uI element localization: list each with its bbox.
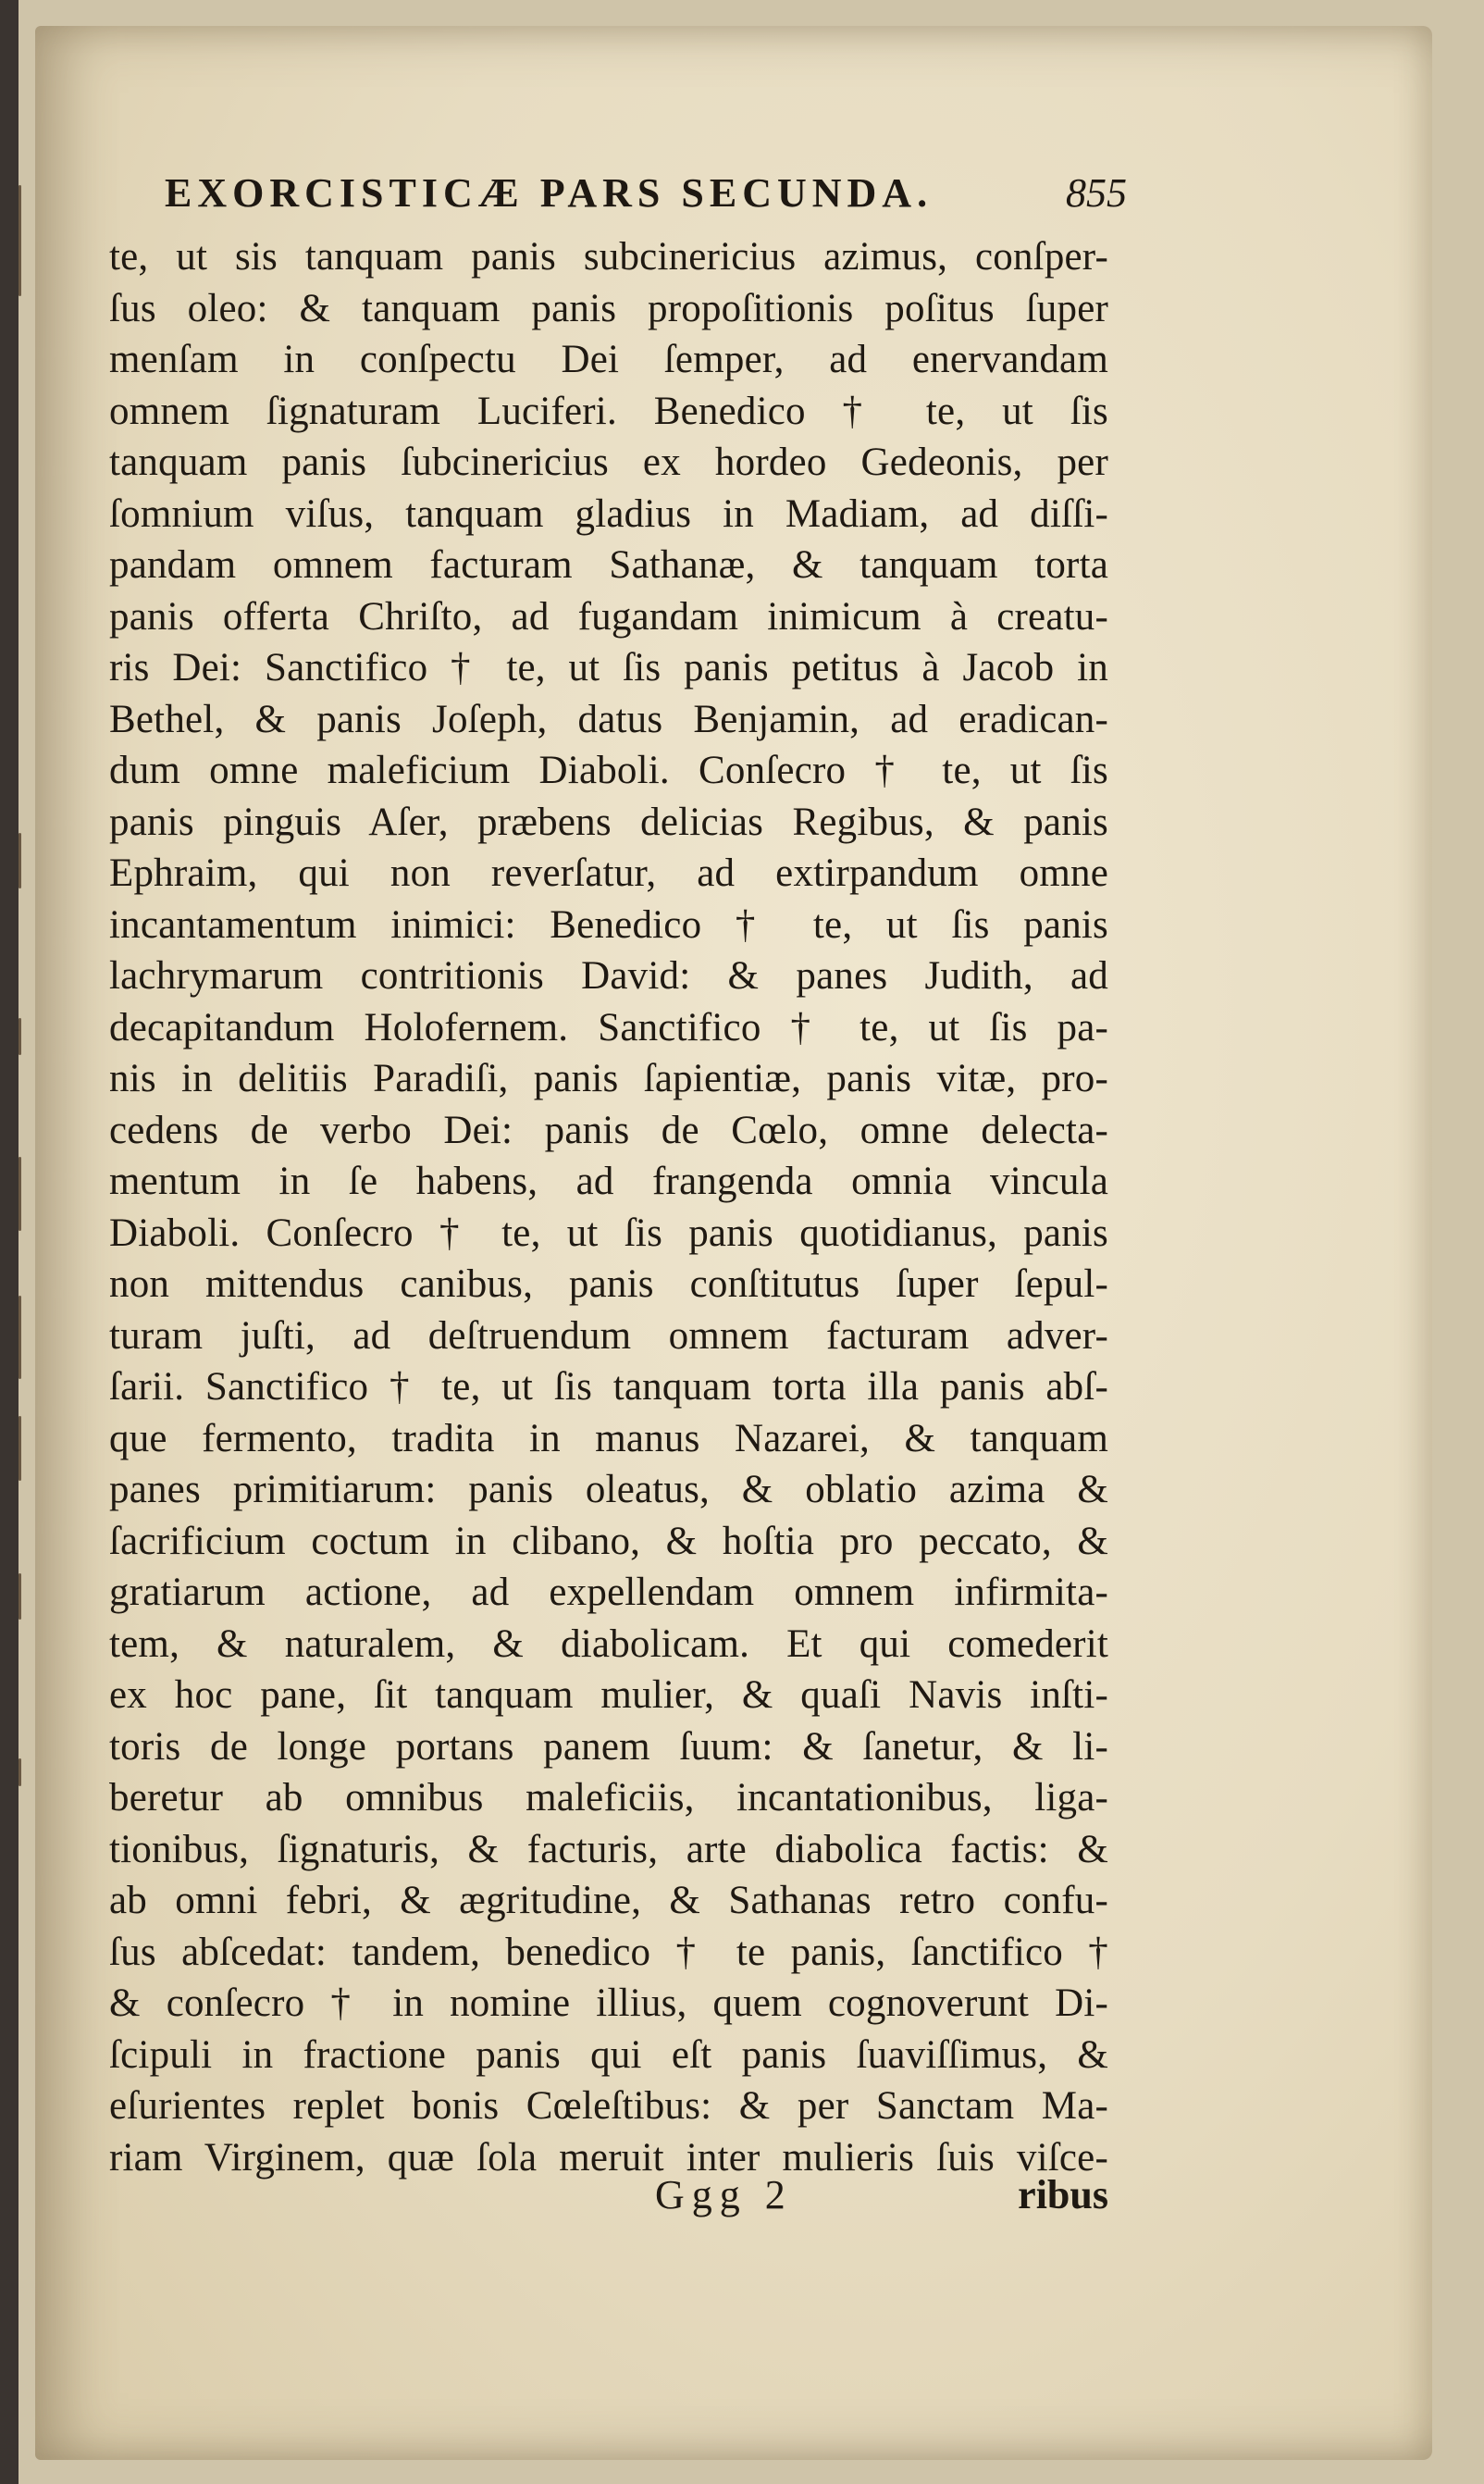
text-line: ſus abſcedat: tandem, benedico † te panis, ſanctifico † — [109, 1930, 1108, 1974]
text-line: incantamentum inimici: Benedico † te, ut ſis panis — [109, 902, 1108, 947]
text-line: nis in delitiis Paradiſi, panis ſapientiæ, panis vitæ, pro- — [109, 1057, 1108, 1100]
catchword: ribus — [1018, 2172, 1108, 2217]
page-header — [165, 165, 1127, 220]
text-line: Ephraim, qui non reverſatur, ad extirpandum omne — [109, 851, 1108, 895]
text-line: beretur ab omnibus maleficiis, incantationibus, liga- — [109, 1776, 1108, 1820]
text-line: ſus oleo: & tanquam panis propoſitionis poſitus ſuper — [109, 286, 1108, 330]
text-line: non mittendus canibus, panis conſtitutus ſuper ſepul- — [109, 1262, 1108, 1306]
text-line: ab omni febri, & ægritudine, & Sathanas retro confu- — [109, 1879, 1108, 1922]
text-line: tionibus, ſignaturis, & facturis, arte diabolica factis: & — [109, 1827, 1108, 1871]
text-line: tem, & naturalem, & diabolicam. Et qui comederit — [109, 1621, 1108, 1666]
text-line: pandam omnem facturam Sathanæ, & tanquam torta — [109, 543, 1108, 587]
text-line: ſarii. Sanctifico † te, ut ſis tanquam torta illa panis abſ- — [109, 1365, 1108, 1409]
text-line: te, ut sis tanquam panis subcinericius azimus, conſper- — [109, 235, 1108, 279]
text-line: toris de longe portans panem ſuum: & ſanetur, & li- — [109, 1724, 1108, 1769]
margin-marks — [13, 185, 31, 2221]
text-line: Bethel, & panis Joſeph, datus Benjamin, ad eradican- — [109, 697, 1108, 741]
text-line: riam Virginem, quæ ſola meruit inter mulieris ſuis viſce- — [109, 2135, 1108, 2180]
text-line: lachrymarum contritionis David: & panes Judith, ad — [109, 954, 1108, 998]
signature-mark: Ggg 2 — [655, 2172, 793, 2217]
text-line: panis pinguis Aſer, præbens delicias Regibus, & panis — [109, 800, 1108, 844]
text-line: ris Dei: Sanctifico † te, ut ſis panis petitus à Jacob in — [109, 646, 1108, 689]
text-line: eſurientes replet bonis Cœleſtibus: & per Sanctam Ma- — [109, 2084, 1108, 2128]
text-line: decapitandum Holofernem. Sanctifico † te, ut ſis pa- — [109, 1005, 1108, 1049]
text-line: panis offerta Chriſto, ad fugandam inimicum à creatu- — [109, 594, 1108, 639]
page-number: 855 — [1066, 169, 1127, 216]
text-line: ex hoc pane, ſit tanquam mulier, & quaſi Navis inſti- — [109, 1673, 1108, 1717]
text-line: menſam in conſpectu Dei ſemper, ad enervandam — [109, 338, 1108, 381]
text-line: tanquam panis ſubcinericius ex hordeo Gedeonis, per — [109, 441, 1108, 484]
text-line: panes primitiarum: panis oleatus, & oblatio azima & — [109, 1468, 1108, 1511]
running-head: EXORCISTICÆ PARS SECUNDA. — [165, 169, 934, 216]
text-line: ſcipuli in fractione panis qui eſt panis ſuaviſſimus, & — [109, 2032, 1108, 2077]
text-line: & conſecro † in nomine illius, quem cognoverunt Di- — [109, 1981, 1108, 2025]
text-line: cedens de verbo Dei: panis de Cœlo, omne delecta- — [109, 1108, 1108, 1152]
text-line: Diaboli. Conſecro † te, ut ſis panis quotidianus, panis — [109, 1211, 1108, 1255]
text-line: gratiarum actione, ad expellendam omnem infirmita- — [109, 1571, 1108, 1614]
text-line: ſacrificium coctum in clibano, & hoſtia pro peccato, & — [109, 1519, 1108, 1563]
body-text — [109, 231, 1108, 2180]
text-line: ſomnium viſus, tanquam gladius in Madiam, ad diſſi- — [109, 491, 1108, 536]
text-line: que fermento, tradita in manus Nazarei, & tanquam — [109, 1416, 1108, 1460]
text-line: turam juſti, ad deſtruendum omnem facturam adver- — [109, 1313, 1108, 1358]
book-page — [35, 26, 1432, 2460]
page-footer — [109, 2171, 1108, 2227]
text-line: dum omne maleficium Diaboli. Conſecro † te, ut ſis — [109, 749, 1108, 792]
text-line: mentum in ſe habens, ad frangenda omnia vincula — [109, 1160, 1108, 1203]
text-line: omnem ſignaturam Luciferi. Benedico † te, ut ſis — [109, 389, 1108, 433]
